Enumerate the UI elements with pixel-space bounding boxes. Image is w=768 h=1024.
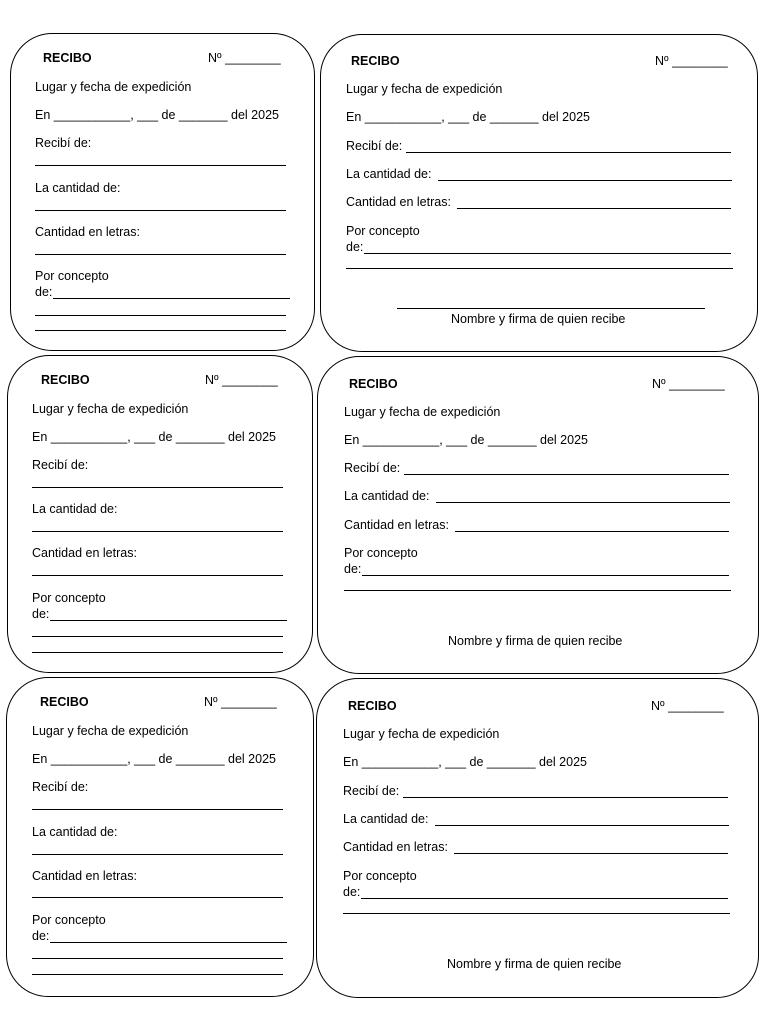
concept-line [50, 620, 287, 621]
amount-words-label: Cantidad en letras: [343, 840, 448, 854]
amount-line [436, 502, 730, 503]
concept-line [35, 330, 286, 331]
receipt-card-small-1 [10, 33, 315, 351]
concept-label: Por concepto [343, 869, 417, 883]
receipt-number-label: Nº ________ [652, 377, 725, 391]
received-from-line [403, 797, 728, 798]
received-from-line [32, 487, 283, 488]
amount-words-label: Cantidad en letras: [35, 225, 140, 239]
receipt-title: RECIBO [40, 695, 89, 709]
concept-prefix: de: [343, 885, 361, 899]
amount-line [32, 854, 283, 855]
concept-line [32, 636, 283, 637]
amount-words-label: Cantidad en letras: [344, 518, 449, 532]
date-line: En ___________, ___ de _______ del 2025 [344, 433, 588, 447]
concept-prefix: de: [32, 607, 50, 621]
signature-label: Nombre y firma de quien recibe [448, 634, 623, 648]
received-from-label: Recibí de: [32, 780, 89, 794]
amount-words-line [32, 575, 283, 576]
receipt-card-small-2 [7, 355, 313, 673]
concept-line [361, 898, 728, 899]
amount-words-line [454, 853, 728, 854]
amount-label: La cantidad de: [32, 502, 118, 516]
amount-line [35, 210, 286, 211]
received-from-label: Recibí de: [35, 136, 92, 150]
concept-line [53, 298, 290, 299]
concept-line [32, 652, 283, 653]
signature-label: Nombre y firma de quien recibe [451, 312, 626, 326]
place-date-label: Lugar y fecha de expedición [35, 80, 192, 94]
place-date-label: Lugar y fecha de expedición [346, 82, 503, 96]
concept-line [362, 575, 729, 576]
concept-line [344, 590, 731, 591]
amount-words-label: Cantidad en letras: [346, 195, 451, 209]
amount-label: La cantidad de: [346, 167, 432, 181]
signature-label: Nombre y firma de quien recibe [447, 957, 622, 971]
receipt-title: RECIBO [349, 377, 398, 391]
receipt-card-large-2 [317, 356, 759, 674]
receipt-title: RECIBO [348, 699, 397, 713]
amount-label: La cantidad de: [344, 489, 430, 503]
concept-line [32, 974, 283, 975]
received-from-line [35, 165, 286, 166]
received-from-line [406, 152, 731, 153]
place-date-label: Lugar y fecha de expedición [344, 405, 501, 419]
date-line: En ___________, ___ de _______ del 2025 [32, 430, 276, 444]
received-from-label: Recibí de: [32, 458, 89, 472]
received-from-line [32, 809, 283, 810]
place-date-label: Lugar y fecha de expedición [32, 724, 189, 738]
receipt-title: RECIBO [351, 54, 400, 68]
place-date-label: Lugar y fecha de expedición [343, 727, 500, 741]
receipt-number-label: Nº ________ [651, 699, 724, 713]
receipt-card-large-3 [316, 678, 759, 998]
concept-line [364, 253, 731, 254]
concept-label: Por concepto [32, 591, 106, 605]
receipt-card-small-3 [6, 677, 314, 997]
receipt-number-label: Nº ________ [205, 373, 278, 387]
concept-line [50, 942, 287, 943]
receipt-number-label: Nº ________ [208, 51, 281, 65]
amount-line [435, 825, 729, 826]
concept-line [346, 268, 733, 269]
receipt-card-large-1 [320, 34, 758, 352]
date-line: En ___________, ___ de _______ del 2025 [343, 755, 587, 769]
received-from-label: Recibí de: [344, 461, 401, 475]
concept-label: Por concepto [35, 269, 109, 283]
amount-words-label: Cantidad en letras: [32, 546, 137, 560]
amount-label: La cantidad de: [35, 181, 121, 195]
amount-label: La cantidad de: [32, 825, 118, 839]
receipt-title: RECIBO [43, 51, 92, 65]
date-line: En ___________, ___ de _______ del 2025 [35, 108, 279, 122]
amount-words-line [457, 208, 731, 209]
concept-line [35, 315, 286, 316]
received-from-label: Recibí de: [343, 784, 400, 798]
date-line: En ___________, ___ de _______ del 2025 [346, 110, 590, 124]
amount-line [32, 531, 283, 532]
place-date-label: Lugar y fecha de expedición [32, 402, 189, 416]
amount-line [438, 180, 732, 181]
concept-line [343, 913, 730, 914]
amount-words-line [35, 254, 286, 255]
concept-line [32, 958, 283, 959]
amount-words-line [455, 531, 729, 532]
concept-prefix: de: [35, 285, 53, 299]
concept-prefix: de: [32, 929, 50, 943]
amount-label: La cantidad de: [343, 812, 429, 826]
concept-label: Por concepto [344, 546, 418, 560]
received-from-line [404, 474, 729, 475]
amount-words-line [32, 897, 283, 898]
concept-label: Por concepto [32, 913, 106, 927]
receipt-number-label: Nº ________ [204, 695, 277, 709]
received-from-label: Recibí de: [346, 139, 403, 153]
signature-line [397, 308, 705, 309]
concept-prefix: de: [344, 562, 362, 576]
concept-prefix: de: [346, 240, 364, 254]
receipt-number-label: Nº ________ [655, 54, 728, 68]
amount-words-label: Cantidad en letras: [32, 869, 137, 883]
concept-label: Por concepto [346, 224, 420, 238]
date-line: En ___________, ___ de _______ del 2025 [32, 752, 276, 766]
receipt-title: RECIBO [41, 373, 90, 387]
